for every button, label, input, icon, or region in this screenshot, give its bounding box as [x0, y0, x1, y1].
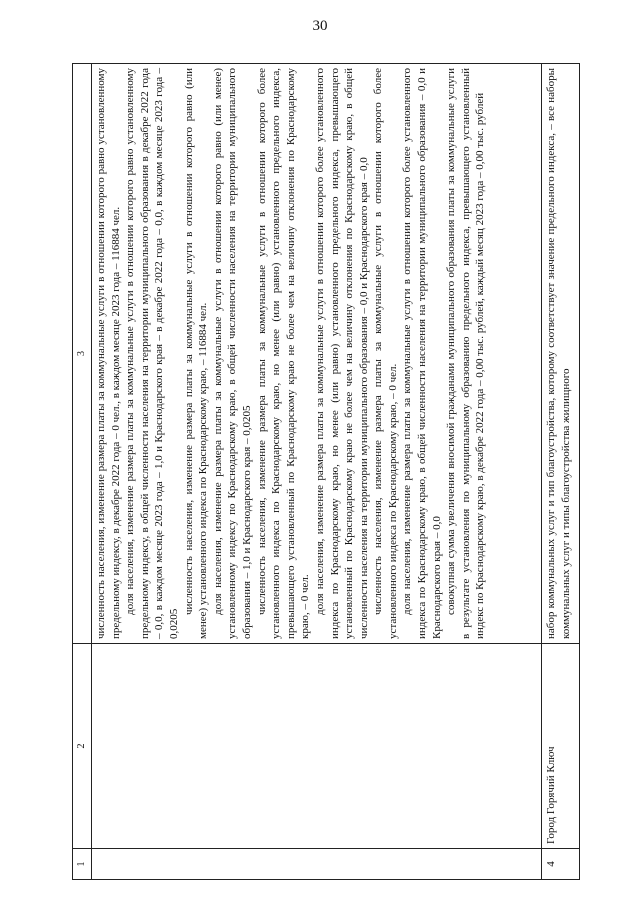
row-number-cell: 4 — [542, 849, 580, 880]
header-col-1: 1 — [73, 849, 92, 880]
table-header-row — [73, 64, 92, 880]
indicator-paragraph: численность населения, изменение размера платы за коммунальные услуги в отношении которого равно (или менее) установленного индекса по Краснодарскому краю, – 116884 чел. — [182, 68, 210, 639]
indicator-paragraph: доля населения, изменение размера платы за коммунальные услуги в отношении которого более установленного индекса по Краснодарскому краю, в общей численности населения на территории муниципального образования – 0,0 и Краснодарского края – 0,0 — [401, 68, 443, 639]
municipality-name-cell: Город Горячий Ключ — [542, 644, 580, 849]
page-number: 30 — [312, 18, 328, 34]
header-col-2: 2 — [73, 644, 92, 849]
header-col-3: 3 — [73, 64, 92, 644]
table-row — [542, 64, 580, 880]
indicator-paragraph: доля населения, изменение размера платы за коммунальные услуги в отношении которого равно установленному предельному индексу, в общей численности населения на территории муниципального образования в декабре 2022 года – 0,0, в каждом месяце 2023 года – 1,0 и Краснодарского края – в декабре 2022 года – 0,0, в каждом месяце 2023 года – 0,0205 — [124, 68, 180, 639]
indicator-paragraph: доля населения, изменение размера платы за коммунальные услуги в отношении которого более установленного индекса по Краснодарскому краю, но менее (или равно) установленного предельного индекса, превышающего установленный по Краснодарскому краю не более чем на величину отклонения по Краснодарскому краю, в общей численности населения на территории муниципального образования – 0,0 и Краснодарского края – 0,0 — [313, 68, 370, 639]
indicators-cell — [92, 64, 542, 644]
indicator-paragraph: численность населения, изменение размера платы за коммунальные услуги в отношении которого более установленного индекса по Краснодарскому краю, – 0 чел. — [372, 68, 399, 639]
indicator-paragraph: совокупная сумма увеличения вносимой гражданами муниципального образования платы за коммунальные услуги в результате установления по муниципальному образованию предельного индекса, превышающего установленный индекс по Краснодарскому краю, в декабре 2022 года – 0,00 тыс. рублей, каждый месяц 2023 года – 0,00 тыс. рублей — [445, 68, 487, 639]
indicator-paragraph: численность населения, изменение размера платы за коммунальные услуги в отношении которого равно установленному предельному индексу, в декабре 2022 года – 0 чел., в каждом месяце 2023 года – 116884 чел. — [95, 68, 122, 639]
indicator-paragraph: набор коммунальных услуг и тип благоустройства, которому соответствует значение предельного индекса, – все наборы коммунальных услуг и типы благоустройства жилищного — [545, 68, 572, 639]
row-number-cell — [92, 849, 542, 880]
indicator-paragraph: численность населения, изменение размера платы за коммунальные услуги в отношении которого более установленного индекса по Краснодарскому краю, но менее (или равно) установленного предельного индекса, превышающего установленный по Краснодарскому краю не более чем на величину отклонения по Краснодарскому краю, – 0 чел. — [255, 68, 312, 639]
indicators-cell — [542, 64, 580, 644]
indices-table — [72, 63, 580, 880]
indicator-paragraph: доля населения, изменение размера платы за коммунальные услуги в отношении которого равно (или менее) установленному индексу по Краснодарскому краю, в общей численности населения на территории муниципального образования – 1,0 и Краснодарского края – 0,0205 — [211, 68, 253, 639]
municipality-name-cell — [92, 644, 542, 849]
table-row — [92, 64, 542, 880]
rotated-table-container — [72, 63, 572, 880]
